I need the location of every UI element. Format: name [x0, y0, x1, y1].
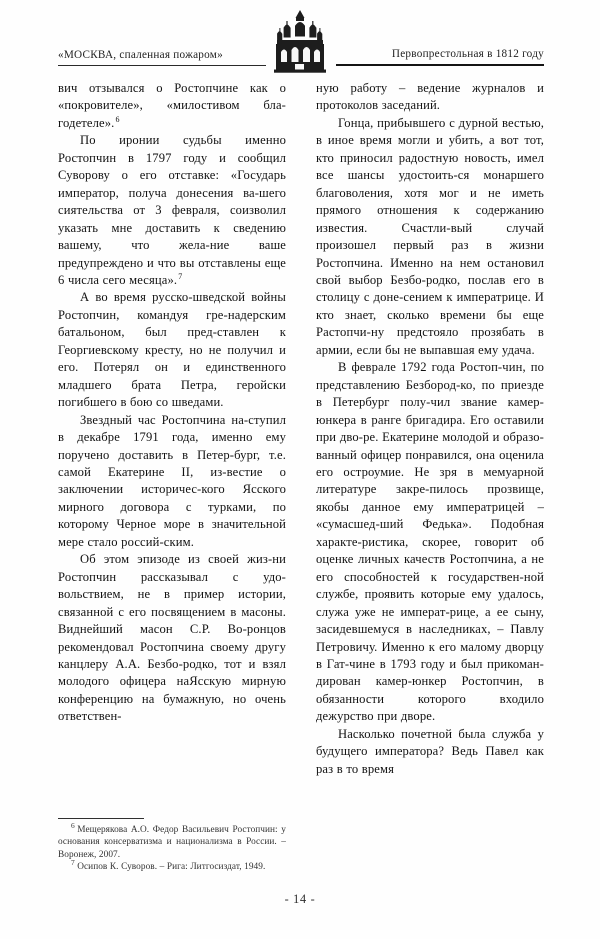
running-head	[58, 10, 544, 72]
footnote-marker: 7	[71, 857, 75, 867]
paragraph: А во время русско-шведской войны Ростопчин, командуя гре-надерским батальоном, был пред-ставлен к Георгиевскому кресту, но не получил и его. Потерял он и единственного младшего брата Петра, геройски погибшего в бою со шведами.	[58, 290, 286, 410]
footnote-ref-6[interactable]: 6	[115, 114, 120, 124]
running-head-left	[58, 49, 266, 72]
paragraph: Об этом эпизоде из своей жиз-ни Ростопчин рассказывал с удо-вольствием, не в пример истории, связанной с его посвящением в масоны. Виднейший масон С.Р. Во-ронцов рекомендовал Ростопчина своему другу канцлеру А.А. Безбо-родко, тот и взял молодого офицера наЯсскую мирную конференцию на бумажную, но очень ответствен-	[58, 552, 286, 724]
column-right	[316, 80, 544, 778]
page-number: - 14 -	[284, 892, 316, 906]
paragraph: Гонца, прибывшего с дурной вестью, в иное время могли и убить, а вот тот, кто приносил радостную новость, имел все шансы удостоить-ся монаршего благоволения, хотя мог и не иметь прямого отношения к содержанию известия. Счастли-вый случай произошел первый раз в жизни Ростопчина. Именно на нем остановил свой выбор Безбо-родко, послав его в столицу с доне-сением к императрице. И кто знает, сколько времени бы еще Растопчи-ну предстояло прозябать в армии, если бы не выпавшая ему удача.	[316, 115, 544, 357]
footnote-ref-7[interactable]: 7	[178, 271, 183, 281]
running-head-right-title: Первопрестольная в 1812 году	[391, 48, 544, 61]
running-head-left-rule	[58, 65, 266, 66]
footnote-text: Мещерякова А.О. Федор Васильевич Ростопчин: у основания консерватизма и национализма в России. – Воронеж, 2007.	[58, 825, 286, 860]
paragraph: В феврале 1792 года Ростоп-чин, по представлению Безбород-ко, по приезде в Петербург полу-чил звание камер-юнкера в ранге бригадира. Его оставили при дво-ре. Екатерине молодой и образо-ванный офицер понравился, она оценила его остроумие. Не зря в мемуарной литературе закре-пилось прозвище, якобы данное ему императрицей – «сумасшед-ший Федька». Подобная характе-ристика, скорее, говорит об оценке личных качеств Ростопчина, а не его способностей к государствен-ной службе, проявить которые ему удалось, служа уже не императ-рице, а ее сыну, засидевшемуся в наследниках, – Павлу Петровичу. Именно к его малому дворцу в Гат-чине в 1793 году и был прикоман-дирован камер-юнкер Ростопчин, в обязанности которого входило дежурство при дворе.	[316, 360, 544, 724]
running-head-right	[336, 48, 544, 72]
column-left	[58, 80, 286, 872]
paragraph: Насколько почетной была служба у будущего императора? Ведь Павел как раз в то время	[316, 726, 544, 776]
paragraph: Звездный час Ростопчина на-ступил в декабре 1791 года, именно ему поручено доставить в Петер-бург, т.е. самой Екатерине II, из-вестие о заключении историчес-кого Ясского мирного договора с турками, по которому Черное море в значительной мере стало россий-ским.	[58, 412, 286, 549]
paragraph: вич отзывался о Ростопчине как о «покровителе», «милостивом бла-годетеле».$^6$	[58, 81, 286, 130]
footnote-marker: 6	[71, 820, 75, 830]
footnote-item	[58, 857, 286, 873]
footnote-item	[58, 820, 286, 861]
footnotes-block	[58, 818, 286, 873]
paragraph: ную работу – ведение журналов и протоколов заседаний.	[316, 81, 544, 113]
footnote-text: Осипов К. Суворов. – Рига: Литгосиздат, 1949.	[77, 861, 266, 872]
paragraph: По иронии судьбы именно Ростопчин в 1797 году и сообщил Суворову о его отставке: «Государь император, получа донесения ва-шего сиятельства от 3 февраля, соизволил указать мне доставить к сведению вашему, что жела-ние ваше предупреждено и что вы отставлены еще 6 числа сего месяца».$^7$	[58, 133, 286, 287]
footnote-separator	[58, 818, 144, 819]
text-columns	[58, 80, 544, 870]
running-head-left-title: «МОСКВА, спаленная пожаром»	[58, 48, 223, 61]
running-head-right-rule	[336, 64, 544, 66]
